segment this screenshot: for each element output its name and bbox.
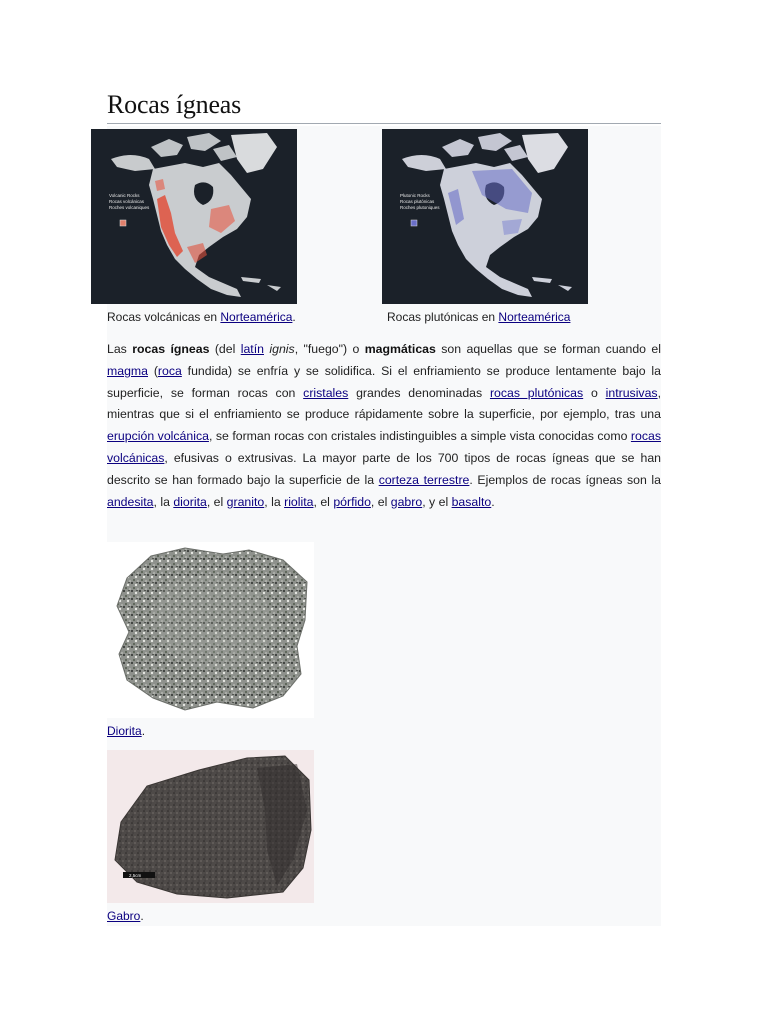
text-run: (del — [209, 342, 241, 356]
page-title: Rocas ígneas — [107, 90, 242, 119]
caption-text: Rocas plutónicas en — [387, 310, 499, 324]
italic-term: ignis — [269, 342, 295, 356]
link-gabro-caption[interactable]: Gabro — [107, 909, 141, 923]
text-run: grandes denominadas — [348, 385, 490, 400]
link-norteamerica[interactable]: Norteamérica — [220, 310, 293, 324]
text-run: son aquellas que se forman cuando el — [435, 342, 661, 356]
scale-bar-label: 2,5cm — [129, 873, 142, 878]
volcanic-map-caption — [107, 310, 296, 324]
volcanic-rocks-map[interactable] — [91, 129, 297, 304]
link-basalto[interactable]: basalto — [451, 494, 492, 509]
link-norteamerica[interactable]: Norteamérica — [498, 310, 571, 324]
link-diorita[interactable]: diorita — [173, 494, 207, 509]
link-latin[interactable]: latín — [240, 342, 264, 356]
link-gabro[interactable]: gabro — [390, 494, 423, 509]
text-run: , la — [153, 494, 174, 509]
caption-punct: . — [292, 310, 296, 324]
text-run: , y el — [422, 494, 452, 509]
link-erupcion-volcanica[interactable]: erupción volcánica — [107, 429, 209, 444]
text-run: , el — [206, 494, 227, 509]
caption-text: Rocas volcánicas en — [107, 310, 221, 324]
bold-term: rocas ígneas — [132, 342, 210, 356]
caption-punct: . — [140, 909, 144, 923]
text-run: Las — [107, 342, 133, 356]
gabro-image[interactable] — [107, 750, 314, 903]
link-porfido[interactable]: pórfido — [333, 494, 371, 509]
link-rocas-plutonicas[interactable]: rocas plutónicas — [489, 385, 584, 400]
diorita-caption — [107, 724, 145, 738]
link-granito[interactable]: granito — [226, 494, 265, 509]
plutonic-rocks-map[interactable] — [382, 129, 588, 304]
link-andesita[interactable]: andesita — [107, 494, 154, 509]
text-run: , efusivas o extrusivas. La mayor parte de los 700 tipos de rocas ígneas que se han descrito se han formado bajo la superficie de la — [107, 450, 661, 487]
text-run: , la — [264, 494, 285, 509]
map-legend-line: Volcanic Rocks — [109, 193, 140, 198]
text-run: , se forman rocas con cristales indistinguibles a simple vista conocidas como — [208, 429, 631, 444]
plutonic-map-caption — [387, 310, 570, 324]
text-run: ( — [148, 363, 158, 378]
text-run: , mientras que si el enfriamiento se produce rápidamente sobre la superficie, por ejemplo, tras una — [107, 385, 661, 422]
map-legend-line: Rocas plutónicas — [400, 199, 435, 204]
link-corteza-terrestre[interactable]: corteza terrestre — [378, 472, 470, 487]
map-legend-line: Roches volcaniques — [109, 205, 150, 210]
link-magma[interactable]: magma — [107, 363, 149, 378]
map-legend-line: Rocas volcánicas — [109, 199, 145, 204]
link-intrusivas[interactable]: intrusivas — [605, 385, 658, 400]
text-run: . — [491, 494, 495, 509]
link-diorita-caption[interactable]: Diorita — [107, 724, 142, 738]
link-riolita[interactable]: riolita — [284, 494, 314, 509]
text-run: , el — [370, 494, 391, 509]
intro-paragraph — [107, 339, 661, 513]
diorita-image[interactable] — [107, 542, 314, 718]
title-divider — [107, 123, 661, 124]
caption-punct: . — [141, 724, 146, 738]
text-run: fundida) se enfría y se solidifica. Si el enfriamiento se produce lentamente bajo la superficie, se forman rocas con — [107, 363, 661, 400]
text-run: , el — [313, 494, 334, 509]
link-cristales[interactable]: cristales — [303, 385, 349, 400]
gabro-caption — [107, 909, 144, 923]
map-legend-line: Plutonic Rocks — [400, 193, 430, 198]
map-legend-line: Roches plutoniques — [400, 205, 440, 210]
text-run: , "fuego") o — [294, 342, 365, 356]
text-run: o — [583, 385, 606, 400]
bold-term: magmáticas — [364, 342, 436, 356]
link-rocas-volcanicas[interactable]: rocas volcánicas — [107, 429, 661, 465]
link-roca[interactable]: roca — [157, 363, 182, 378]
text-run: . Ejemplos de rocas ígneas son la — [469, 472, 661, 487]
